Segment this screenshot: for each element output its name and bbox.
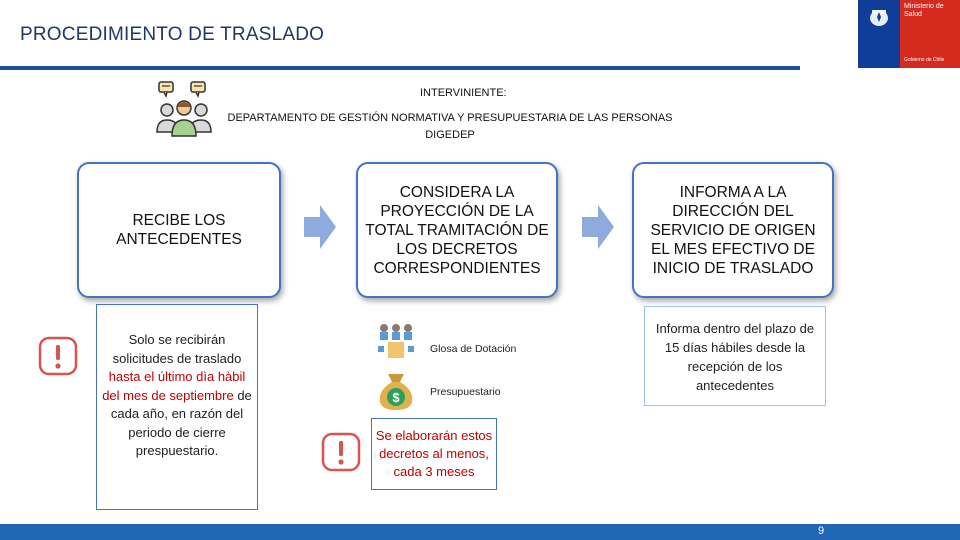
arrow-right-icon — [304, 205, 336, 249]
ministry-line2: Salud — [904, 11, 922, 18]
ministry-name — [904, 3, 944, 19]
step3-text: INFORMA A LA DIRECCIÓN DEL SERVICIO DE ORIGEN EL MES EFECTIVO DE INICIO DE TRASLADO — [650, 183, 816, 277]
decree-frequency-note: Se elaborarán estos decretos al menos, cada 3 meses — [371, 418, 497, 490]
alert-icon — [38, 336, 78, 376]
svg-text:$: $ — [392, 390, 400, 405]
presupuestario-label: Presupuestario — [430, 386, 501, 398]
page-number: 9 — [818, 525, 825, 537]
intervening-department — [190, 110, 710, 144]
arrow-right-icon — [582, 205, 614, 249]
title-underline — [0, 66, 800, 70]
footer-bar — [0, 524, 960, 540]
dotacion-label: Glosa de Dotación — [430, 343, 517, 355]
department-acronym: DIGEDEP — [425, 129, 475, 141]
alert-icon — [321, 432, 361, 472]
step-inform-direction — [632, 162, 834, 298]
government-name: Gobierno de Chile — [904, 57, 945, 63]
step-consider-projection — [356, 162, 558, 298]
notice-period-note: Informa dentro del plazo de 15 días hábiles desde la recepción de los antecedentes — [644, 306, 826, 406]
staff-icon — [374, 320, 418, 364]
step2-text: CONSIDERA LA PROYECCIÓN DE LA TOTAL TRAMITACIÓN DE LOS DECRETOS CORRESPONDIENTES — [365, 183, 549, 277]
note1-highlight: hasta el último dìa hàbil del mes de septiembre — [102, 369, 246, 403]
ministry-line1: Ministerio de — [904, 3, 944, 10]
step1-text: RECIBE LOS ANTECEDENTES — [116, 212, 242, 248]
logo-blue-block — [858, 0, 900, 68]
coat-of-arms-icon — [858, 2, 900, 32]
page-title: PROCEDIMIENTO DE TRASLADO — [20, 24, 325, 45]
step-receive-documents — [77, 162, 281, 298]
department-name: DEPARTAMENTO DE GESTIÓN NORMATIVA Y PRESUPUESTARIA DE LAS PERSONAS — [227, 112, 673, 124]
intervening-label: INTERVINIENTE: — [420, 87, 507, 99]
note1-text-start: Solo se recibirán solicitudes de traslado — [112, 332, 242, 366]
ministry-logo — [858, 0, 960, 68]
money-bag-icon — [374, 368, 418, 412]
note1-text-end: de cada año, en razón del periodo de cierre prespuestario. — [110, 387, 252, 458]
reception-deadline-note — [96, 304, 258, 510]
